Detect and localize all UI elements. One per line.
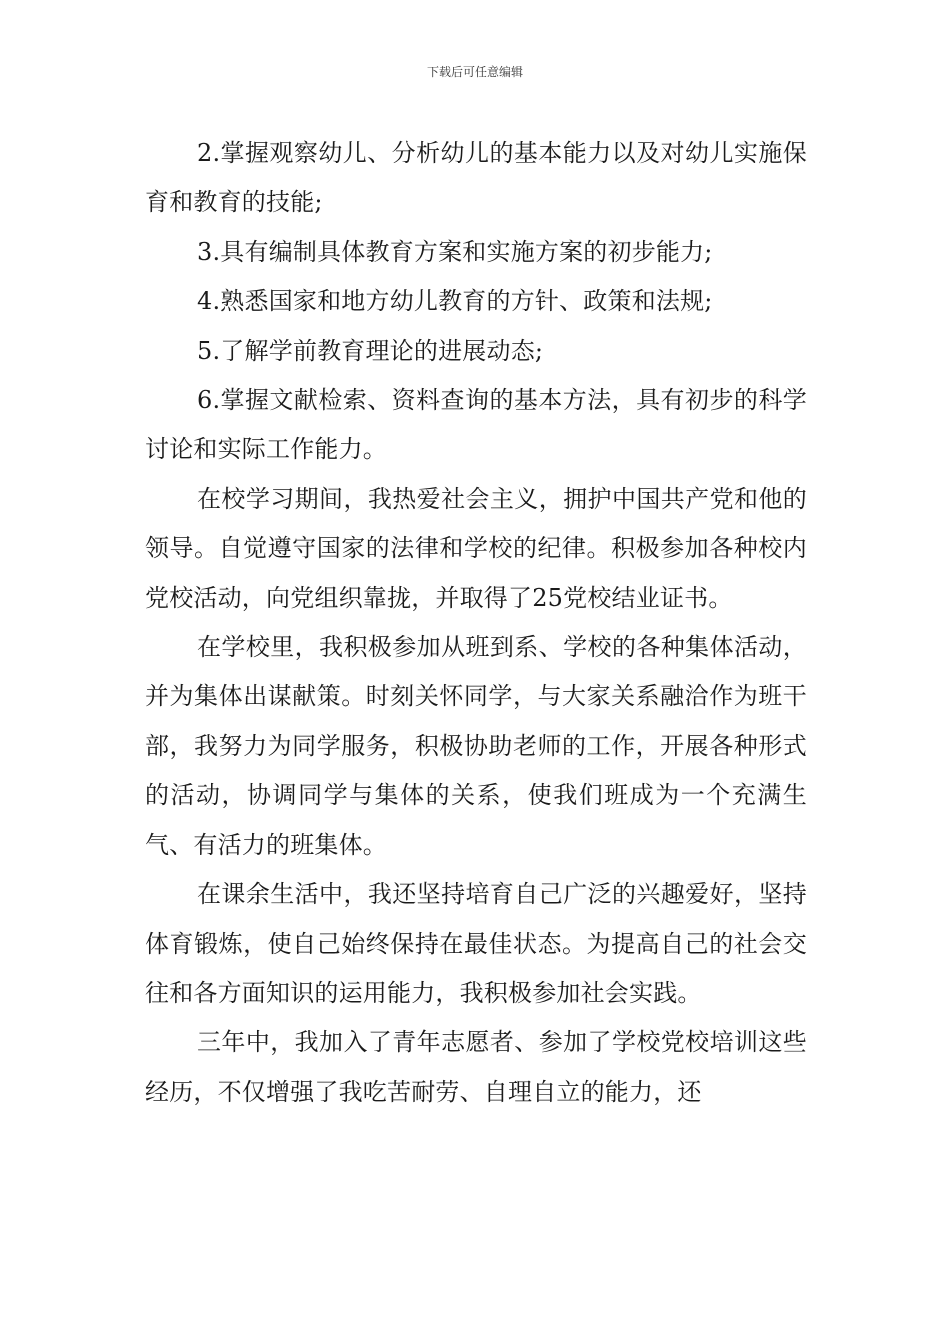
- paragraph-political: 在校学习期间，我热爱社会主义，拥护中国共产党和他的领导。自觉遵守国家的法律和学校的纪律。积极参加各种校内党校活动，向党组织靠拢，并取得了25党校结业证书。: [145, 484, 807, 612]
- paragraph-item-4: 4.熟悉国家和地方幼儿教育的方针、政策和法规;: [197, 287, 713, 316]
- paragraph-item-6: 6.掌握文献检索、资料查询的基本方法，具有初步的科学讨论和实际工作能力。: [145, 386, 807, 464]
- paragraph-item-5: 5.了解学前教育理论的进展动态;: [197, 336, 544, 365]
- paragraph-item-2: 2.掌握观察幼儿、分析幼儿的基本能力以及对幼儿实施保育和教育的技能;: [145, 139, 807, 217]
- page-header: 下载后可任意编辑: [426, 65, 523, 79]
- paragraph-item-3: 3.具有编制具体教育方案和实施方案的初步能力;: [197, 237, 713, 266]
- paragraph-collective: 在学校里，我积极参加从班到系、学校的各种集体活动，并为集体出谋献策。时刻关怀同学，与大家关系融洽作为班干部，我努力为同学服务，积极协助老师的工作，开展各种形式的活动，协调同学与集体的关系，使我们班成为一个充满生气、有活力的班集体。: [145, 633, 807, 859]
- paragraph-volunteer: 三年中，我加入了青年志愿者、参加了学校党校培训这些经历，不仅增强了我吃苦耐劳、自理自立的能力，还: [145, 1028, 807, 1106]
- document-body: [145, 129, 807, 1117]
- paragraph-hobbies: 在课余生活中，我还坚持培育自己广泛的兴趣爱好，坚持体育锻炼，使自己始终保持在最佳状态。为提高自己的社会交往和各方面知识的运用能力，我积极参加社会实践。: [145, 880, 807, 1007]
